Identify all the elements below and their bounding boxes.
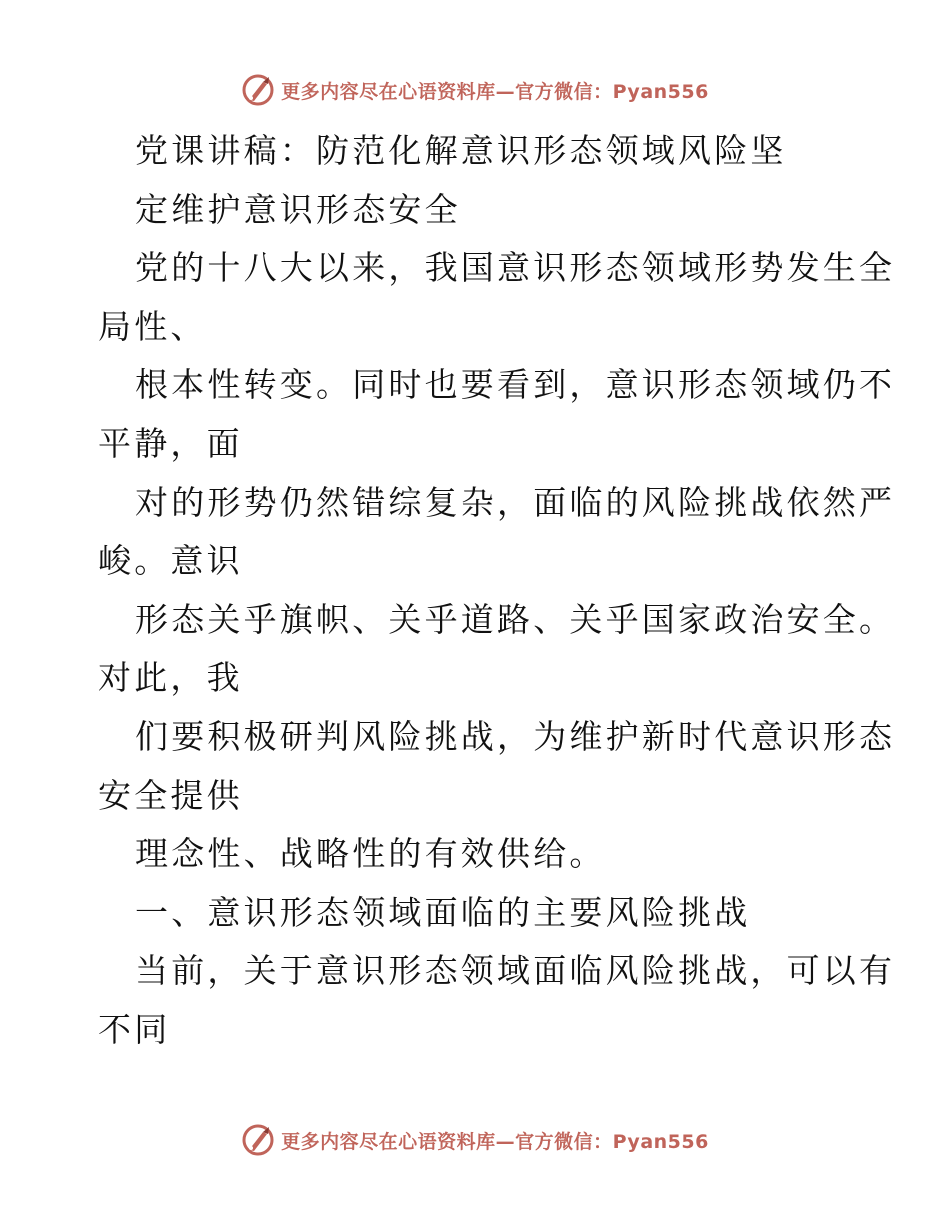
document-line: 定维护意识形态安全 [135, 189, 461, 229]
header-banner [0, 70, 950, 110]
document-line: 对的形势仍然错综复杂，面临的风险挑战依然严 [135, 482, 896, 522]
document-line: 党的十八大以来，我国意识形态领域形势发生全 [135, 248, 896, 288]
document-line: 们要积极研判风险挑战，为维护新时代意识形态 [135, 716, 896, 756]
document-line: 形态关乎旗帜、关乎道路、关乎国家政治安全。 [135, 599, 896, 639]
document-line: 当前，关于意识形态领域面临风险挑战，可以有 [135, 951, 896, 991]
document-line: 一、意识形态领域面临的主要风险挑战 [135, 892, 751, 932]
quill-pen-logo-icon [241, 73, 275, 107]
document-line: 平静，面 [98, 423, 243, 463]
document-line: 安全提供 [98, 775, 243, 815]
document-line: 不同 [98, 1009, 171, 1049]
document-line: 根本性转变。同时也要看到，意识形态领域仍不 [135, 365, 896, 405]
header-banner-text: 更多内容尽在心语资料库—官方微信：Pyan556 [281, 80, 709, 103]
footer-banner-text: 更多内容尽在心语资料库—官方微信：Pyan556 [281, 1130, 709, 1153]
document-body [98, 122, 896, 1060]
document-line: 党课讲稿：防范化解意识形态领域风险坚 [135, 131, 787, 170]
quill-pen-logo-icon [241, 1123, 275, 1157]
document-line: 对此，我 [98, 658, 243, 698]
document-line: 峻。意识 [98, 541, 243, 581]
document-line: 理念性、战略性的有效供给。 [135, 834, 606, 874]
footer-banner [0, 1120, 950, 1160]
document-line: 局性、 [98, 306, 207, 346]
